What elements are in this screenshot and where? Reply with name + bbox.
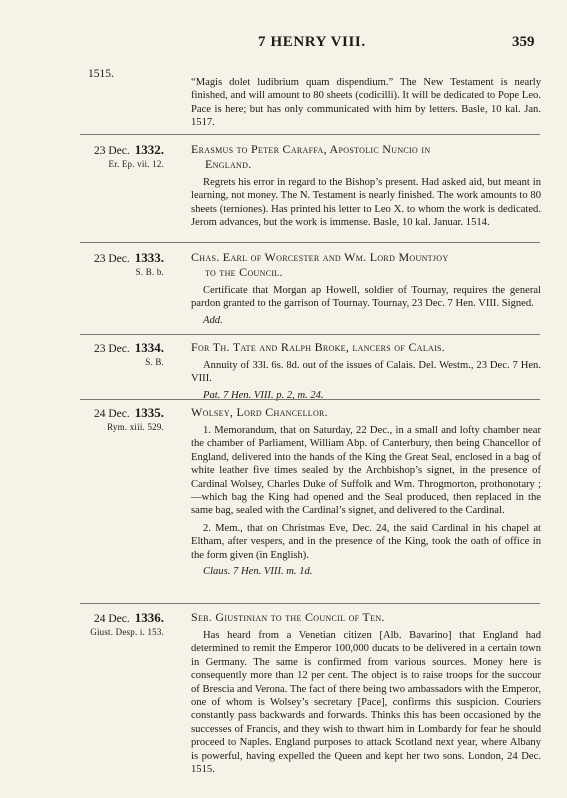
entry-number: 1336.: [134, 610, 164, 625]
entry-note: Add.: [203, 314, 223, 326]
entry-1334: [191, 340, 541, 402]
entry-margin-1333: [64, 251, 164, 279]
entry-date: 23 Dec.: [93, 145, 130, 157]
entry-heading: Wolsey, Lord Chancellor.: [191, 405, 328, 419]
entry-number: 1334.: [134, 340, 164, 355]
entry-heading: For Th. Tate and Ralph Broke, lancers of Calais.: [191, 340, 446, 354]
entry-body: Certificate that Morgan ap Howell, soldier of Tournay, requires the general pardon granted to the garrison of Tournay. Tournay, 23 Dec. 7 Hen. VIII. Signed.: [191, 285, 541, 310]
entry-body: Annuity of 33l. 6s. 8d. out of the issues of Calais. Del. Westm., 23 Dec. 7 Hen. VIII.: [191, 360, 541, 385]
entry-source: S. B. b.: [135, 267, 164, 277]
continued-text: “Magis dolet ludibrium quam dispendium.” The New Testament is nearly finished, and will amount to 80 sheets (codicilli). It will be dedicated to Pope Leo. Pace is here; but has only communicated with him by letters. Basle, 10 kal. Jan. 1517.: [191, 77, 541, 129]
heading-line: Erasmus to Peter Caraffa, Apostolic Nuncio in: [191, 142, 431, 156]
entry-date: 23 Dec.: [93, 343, 130, 355]
entry-margin-1335: [64, 406, 164, 434]
entry-1333: [191, 250, 541, 327]
entry-margin-1334: [64, 341, 164, 369]
entry-note: Pat. 7 Hen. VIII. p. 2, m. 24.: [203, 389, 324, 401]
entry-date: 24 Dec.: [93, 613, 130, 625]
entry-source: Rym. xiii. 529.: [107, 422, 164, 432]
page-number: 359: [512, 34, 535, 50]
entry-date: 24 Dec.: [93, 408, 130, 420]
entry-divider: [80, 603, 540, 604]
entry-body: Has heard from a Venetian citizen [Alb. Bavarino] that England had determined to remit the Emperor 100,000 ducats to be delivered in a certain town in Germany. The same is confirmed from various sources. Money here is consequently more than 12 per cent. The object is to raise troops for the succour of Brescia and Verona. The fact of there being two ambassadors with the Emperor, one of whom is Wolsey’s secretary [Pace], confirms this suspicion. Couriers constantly pass backwards and forwards. Thinks this has been occasioned by the successes of Francis, and they wish to thwart him in Lombardy for fear he should proceed to Naples. England purposes to attack Scotland next year, where Albany is powerful, having expelled the Queen and kept her two sons. London, 24 Dec. 1515.: [191, 630, 541, 776]
entry-body-part-1: 1. Memorandum, that on Saturday, 22 Dec., in a small and lofty chamber near the chamber of Parliament, William Abp. of Canterbury, then being Chancellor of England, delivered into the hands of the King the Great Seal, enclosed in a bag of white leather five times sealed by the Archbishop’s signet, in the presence of Cardinal Wolsey, Charles Duke of Suffolk and Wm. Throgmorton, prothonotary ;—which bag the King had opened and the Seal produced, then replaced in the same bag, sealed with the Cardinal’s signet, and delivered to the Cardinal.: [191, 425, 541, 517]
entry-divider: [80, 334, 540, 335]
continued-letter: [191, 76, 541, 130]
entry-1332: [191, 142, 541, 230]
entry-heading: [191, 142, 541, 172]
entry-source: Er. Ep. vii. 12.: [108, 159, 164, 169]
entry-body-part-2: 2. Mem., that on Christmas Eve, Dec. 24, the said Cardinal in his chapel at Eltham, after vespers, and in the presence of the King, took the oath of office in the form given (in English).: [191, 522, 541, 561]
entry-body: Regrets his error in regard to the Bishop’s present. Had asked aid, but meant in learning, not money. The N. Testament is nearly finished. The work amounts to 80 sheets (terniones). Has printed his letter to Leo X. to whom the work is dedicated. Jerom advances, but the work is immense. Basle, 10 kal. Januar. 1514.: [191, 177, 541, 229]
running-title: 7 HENRY VIII.: [258, 34, 366, 50]
entry-note: Claus. 7 Hen. VIII. m. 1d.: [203, 566, 313, 578]
entry-number: 1332.: [134, 142, 164, 157]
entry-number: 1335.: [134, 405, 164, 420]
entry-divider: [80, 134, 540, 135]
running-head: [0, 34, 567, 54]
entry-1336: [191, 610, 541, 776]
entry-heading: [191, 250, 541, 280]
entry-divider: [80, 242, 540, 243]
entry-divider: [80, 399, 540, 400]
entry-date: 23 Dec.: [93, 253, 130, 265]
heading-line: to the Council.: [205, 265, 283, 279]
entry-1335: [191, 405, 541, 578]
entry-number: 1333.: [134, 250, 164, 265]
heading-line: England.: [205, 157, 252, 171]
year-label: 1515.: [88, 68, 114, 80]
entry-margin-1332: [64, 143, 164, 171]
entry-source: S. B.: [145, 357, 164, 367]
entry-source: Giust. Desp. i. 153.: [90, 627, 164, 637]
entry-heading: Seb. Giustinian to the Council of Ten.: [191, 610, 385, 624]
heading-line: Chas. Earl of Worcester and Wm. Lord Mountjoy: [191, 250, 449, 264]
entry-margin-1336: [64, 611, 164, 639]
